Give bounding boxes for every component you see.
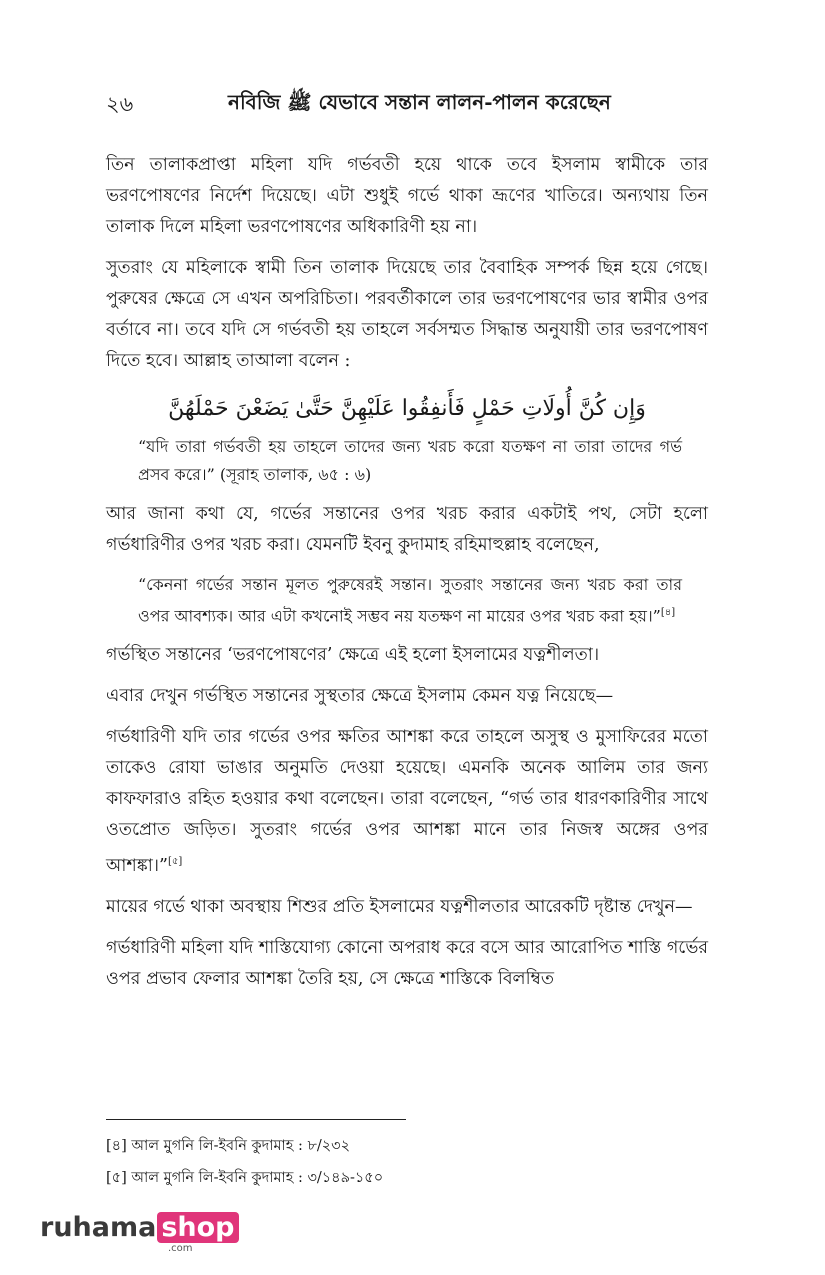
ruhamashop-logo — [40, 1212, 240, 1268]
quote-text: “কেননা গর্ভের সন্তান মূলত পুরুষেরই সন্তান। সুতরাং সন্তানের জন্য খরচ করা তার ওপর আবশ্যক। আর এটা কখনোই সম্ভব নয় যতক্ষণ না মায়ের ওপর খরচ করা হয়।” — [138, 575, 682, 626]
paragraph-text: গর্ভধারিণী যদি তার গর্ভের ওপর ক্ষতির আশঙ্কা করে তাহলে অসুস্থ ও মুসাফিরের মতো তাকেও রোযা ভাঙার অনুমতি দেওয়া হয়েছে। এমনকি অনেক আলিম তার জন্য কাফফারাও রহিত হওয়ার কথা বলেছেন। তারা বলেছেন, “গর্ভ তার ধারণকারিণীর সাথে ওতপ্রোত জড়িত। সুতরাং গর্ভের ওপর আশঙ্কা মানে তার নিজস্ব অঙ্গের ওপর আশঙ্কা।” — [106, 727, 708, 877]
logo-text-main: ruhama — [40, 1212, 157, 1243]
paragraph — [106, 722, 708, 882]
paragraph: মায়ের গর্ভে থাকা অবস্থায় শিশুর প্রতি ইসলামের যত্নশীলতার আরেকটি দৃষ্টান্ত দেখুন— — [106, 897, 693, 918]
logo-domain: .com — [168, 1243, 193, 1254]
paragraph: তিন তালাকপ্রাপ্তা মহিলা যদি গর্ভবতী হয়ে থাকে তবে ইসলাম স্বামীকে তার ভরণপোষণের নির্দেশ দিয়েছে। এটা শুধুই গর্ভে থাকা ভ্রূণের খাতিরে। অন্যথায় তিন তালাক দিলে মহিলা ভরণপোষণের অধিকারিণী হয় না। — [106, 155, 708, 237]
arabic-verse: وَإِن كُنَّ أُولَاتِ حَمْلٍ فَأَنفِقُوا عَلَيْهِنَّ حَتَّىٰ يَضَعْنَ حَمْلَهُنَّ — [168, 396, 646, 421]
page-number: ২৬ — [106, 92, 134, 116]
paragraph: এবার দেখুন গর্ভস্থিত সন্তানের সুস্থতার ক্ষেত্রে ইসলাম কেমন যত্ন নিয়েছে— — [106, 686, 614, 707]
paragraph: সুতরাং যে মহিলাকে স্বামী তিন তালাক দিয়েছে তার বৈবাহিক সম্পর্ক ছিন্ন হয়ে গেছে। পুরুষের ক্ষেত্রে সে এখন অপরিচিতা। পরবর্তীকালে তার ভরণপোষণের ভার স্বামীর ওপর বর্তাবে না। তবে যদি সে গর্ভবতী হয় তাহলে সর্বসম্মত সিদ্ধান্ত অনুযায়ী তার ভরণপোষণ দিতে হবে। আল্লাহ তাআলা বলেন : — [106, 258, 708, 371]
logo-text-box: shop — [157, 1212, 238, 1243]
running-title: নবিজি ﷺ যেভাবে সন্তান লালন-পালন করেছেন — [228, 90, 611, 114]
quran-translation-quote: “যদি তারা গর্ভবতী হয় তাহলে তাদের জন্য খরচ করো যতক্ষণ না তারা তাদের গর্ভ প্রসব করে।” (সূরাহ তালাক, ৬৫ : ৬) — [138, 437, 682, 484]
page-body — [106, 150, 708, 1005]
paragraph: আর জানা কথা যে, গর্ভের সন্তানের ওপর খরচ করার একটাই পথ, সেটা হলো গর্ভধারিণীর ওপর খরচ করা। যেমনটি ইবনু কুদামাহ রহিমাহুল্লাহ বলেছেন, — [106, 504, 708, 555]
footnote: [৪] আল মুগনি লি-ইবনি কুদামাহ : ৮/২৩২ — [106, 1138, 351, 1154]
footnotes — [106, 1130, 708, 1194]
footnote-ref: [৫] — [168, 856, 183, 868]
logo-wordmark — [40, 1212, 239, 1243]
footnote-ref: [৪] — [660, 607, 676, 618]
footnote-divider — [106, 1119, 406, 1120]
footnote: [৫] আল মুগনি লি-ইবনি কুদামাহ : ৩/১৪৯-১৫০ — [106, 1170, 384, 1186]
paragraph: গর্ভধারিণী মহিলা যদি শাস্তিযোগ্য কোনো অপরাধ করে বসে আর আরোপিত শাস্তি গর্ভের ওপর প্রভাব ফেলার আশঙ্কা তৈরি হয়, সে ক্ষেত্রে শাস্তিকে বিলম্বিত — [106, 938, 708, 990]
paragraph: গর্ভস্থিত সন্তানের ‘ভরণপোষণের’ ক্ষেত্রে এই হলো ইসলামের যত্নশীলতা। — [106, 645, 600, 666]
ibn-qudamah-quote — [106, 571, 708, 630]
